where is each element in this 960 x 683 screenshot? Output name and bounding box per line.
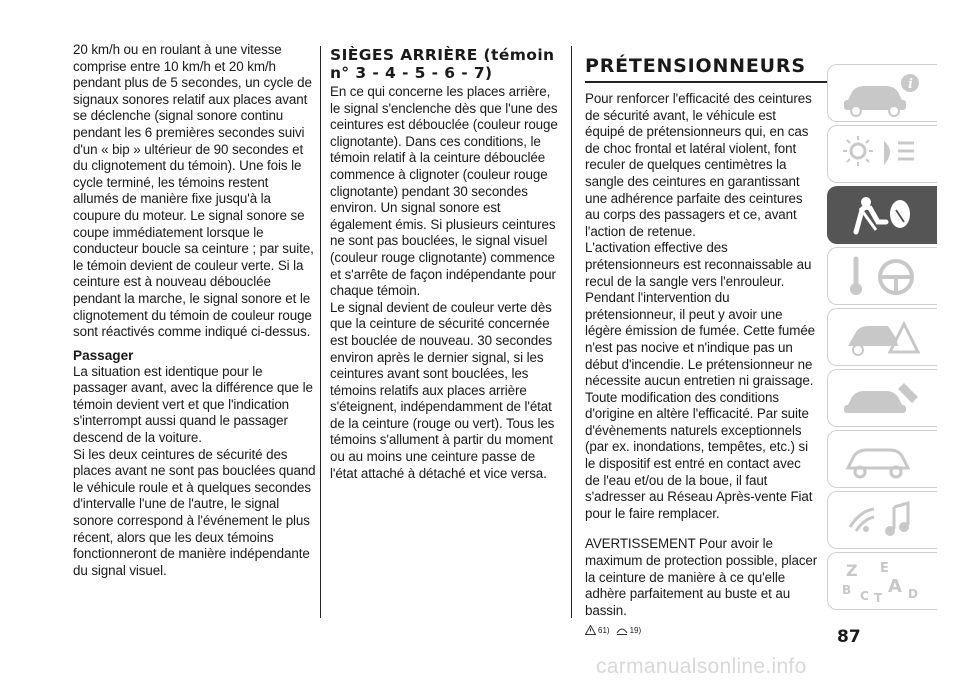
paragraph: Pour renforcer l'efficacité des ceintures de sécurité avant, le véhicule est équipé de prétensionneurs qui, en cas de choc frontal et latéral violent, font reculer de quelques centimètres la sangle des ceintures en garantissant une adhérence parfaite des ceintures au corps des passagers et ce, avant l'action de retenue. xyxy=(585,91,812,239)
paragraph: Toute modification des conditions d'origine en altère l'efficacité. Par suite d'évènements naturels exceptionnels (par ex. inondations, tempêtes, etc.) si le dispositif est entré en contact avec de l'eau et/ou de la boue, il faut s'adresser au Réseau Après-vente Fiat pour le faire remplacer. xyxy=(585,389,813,521)
paragraph: En ce qui concerne les places arrière, le signal s'enclenche dès que l'une des ceintures est débouclée (couleur rouge clignotante). Dans ces conditions, le témoin relatif à la ceinture débouclée commence à clignoter (couleur rouge clignotante) pendant 30 secondes environ. Un signal sonore est également émis. Si plusieurs ceintures ne sont pas bouclées, le signal visuel (couleur rouge clignotante) commence et s'arrête de façon indépendante pour chaque témoin. xyxy=(330,84,558,299)
column-3 xyxy=(585,44,818,635)
svg-text:E: E xyxy=(880,561,889,576)
seatbelt-airbag-icon xyxy=(838,192,928,240)
car-breakdown-icon xyxy=(838,314,928,362)
svg-text:i: i xyxy=(908,77,913,92)
alphabetical-index-icon xyxy=(838,558,928,606)
svg-text:T: T xyxy=(874,591,883,605)
section-heading-passager: Passager xyxy=(73,347,134,363)
paragraph: La situation est identique pour le passager avant, avec la différence que le témoin devient vert et que l'indication s'interrompt aussi quand le passager descend de la voiture. xyxy=(73,363,313,446)
svg-text:D: D xyxy=(908,587,918,601)
chapter-tab-index[interactable] xyxy=(827,552,937,610)
svg-text:A: A xyxy=(888,576,902,597)
column-divider xyxy=(320,46,321,618)
paragraph: Pendant l'intervention du prétensionneur, il peut y avoir une légère émission de fumée. Cette fumée n'est pas nocive et n'indique pas un début d'incendie. Le prétensionneur ne nécessite aucun entretien ni graissage. xyxy=(585,290,816,389)
key-steering-wheel-icon xyxy=(838,253,928,301)
car-info-icon xyxy=(838,70,928,118)
caution-reference[interactable] xyxy=(616,625,642,635)
section-heading-sieges-arriere: SIÈGES ARRIÈRE (témoin n° 3 - 4 - 5 - 6 - 7) xyxy=(330,46,555,82)
chapter-tab-maintenance[interactable] xyxy=(827,369,937,427)
paragraph: Si les deux ceintures de sécurité des places avant ne sont pas bouclées quand le véhicule roule et à quelques secondes d'intervalle l'une de l'autre, le signal sonore correspond à l'événement le plus récent, alors que les deux témoins fonctionneront de manière indépendante du signal visuel. xyxy=(73,446,316,578)
section-heading-pretensionneurs: PRÉTENSIONNEURS xyxy=(585,55,806,77)
column-2 xyxy=(330,42,563,482)
warning-paragraph: AVERTISSEMENT Pour avoir le maximum de protection possible, placer la ceinture de manière à ce qu'elle adhère parfaitement au buste et au bassin. xyxy=(585,536,818,618)
caution-reference-label: 19) xyxy=(629,625,642,635)
chapter-tab-vehicle-info[interactable] xyxy=(827,64,937,122)
heading-rule xyxy=(585,81,830,83)
chapter-tab-starting-driving[interactable] xyxy=(827,247,937,305)
warning-reference-label: 61) xyxy=(598,625,610,635)
column-1 xyxy=(73,42,316,579)
radio-music-icon xyxy=(838,497,928,545)
warning-reference[interactable] xyxy=(585,625,610,635)
car-specs-icon xyxy=(838,436,928,484)
caution-icon xyxy=(616,625,628,635)
svg-text:Z: Z xyxy=(846,561,858,580)
svg-text:B: B xyxy=(842,583,852,597)
chapter-tab-dashboard[interactable] xyxy=(827,125,937,183)
chapter-tab-multimedia[interactable] xyxy=(827,491,937,549)
watermark: carmanualsonline.info xyxy=(596,655,807,678)
paragraph: L'activation effective des prétensionneurs est reconnaissable au recul de la sangle vers l'enrouleur. xyxy=(585,240,812,289)
chapter-tab-safety[interactable] xyxy=(827,186,937,244)
chapter-tab-emergency[interactable] xyxy=(827,308,937,366)
column-divider xyxy=(571,46,572,618)
dashboard-lights-icon xyxy=(838,131,928,179)
car-service-icon xyxy=(838,375,928,423)
paragraph: 20 km/h ou en roulant à une vitesse comprise entre 10 km/h et 20 km/h pendant plus de 5 secondes, un cycle de signaux sonores relatif aux places avant se déclenche (signal sonore continu pendant les 6 premières secondes suivi d'un « bip » ultérieur de 90 secondes et du clignotement du témoin). Une fois le cycle terminé, les témoins restent allumés de manière fixe jusqu'à la coupure du moteur. Le signal sonore se coupe immédiatement lorsque le conducteur boucle sa ceinture ; par suite, le témoin devient de couleur verte. Si la ceinture est à nouveau débouclée pendant la marche, le signal sonore et le clignotement du témoin de couleur rouge sont réactivés comme indiqué ci-dessus. xyxy=(73,42,314,340)
chapter-tab-technical-data[interactable] xyxy=(827,430,937,488)
warning-triangle-icon xyxy=(585,625,596,635)
paragraph: Le signal devient de couleur verte dès que la ceinture de sécurité concernée est bouclée de nouveau. 30 secondes environ après le dernier signal, si les ceintures avant sont bouclées, les témoins relatifs aux places arrière s'éteignent, indépendamment de l'état de la ceinture (rouge ou vert). Tous les témoins s'allument à partir du moment ou au moins une ceinture passe de l'état attaché à détaché et vice versa. xyxy=(330,299,555,481)
page-number: 87 xyxy=(837,627,861,647)
warning-references xyxy=(585,625,818,635)
svg-text:C: C xyxy=(860,589,869,603)
